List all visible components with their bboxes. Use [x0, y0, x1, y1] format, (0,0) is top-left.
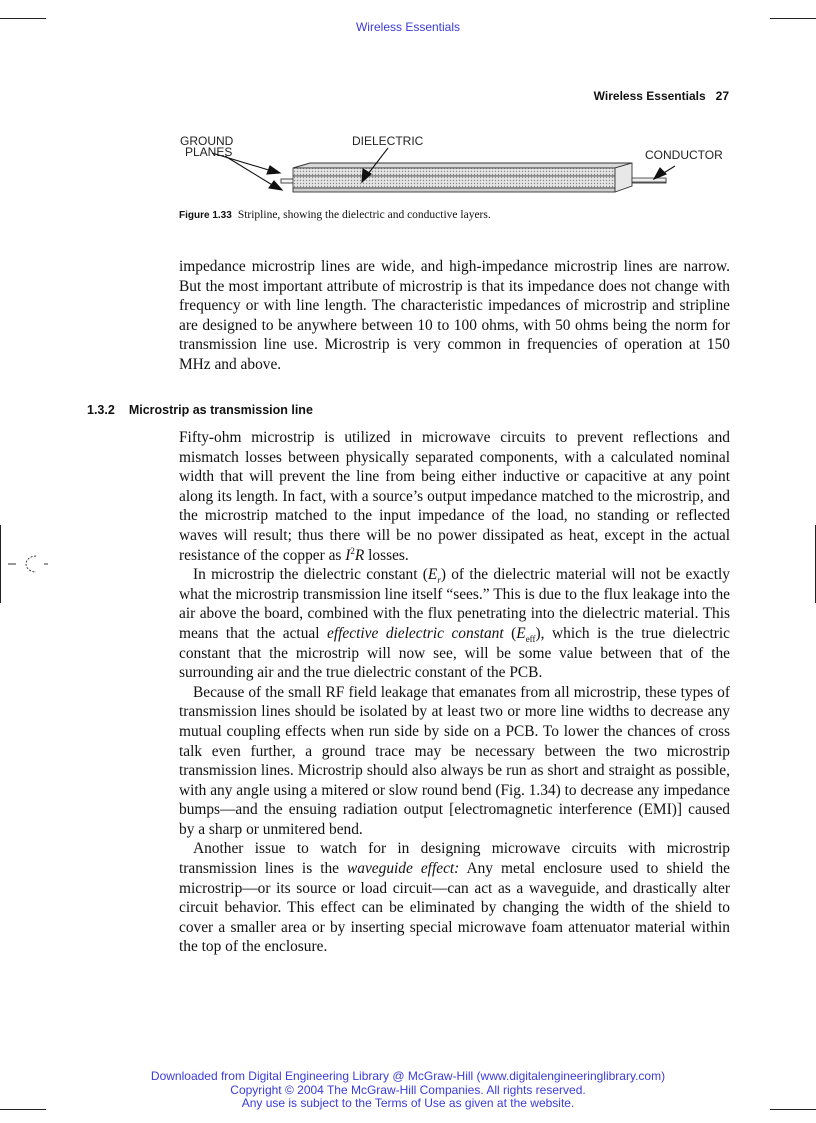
- running-head: [594, 89, 729, 103]
- stripline-figure: [170, 128, 745, 208]
- side-mark-left: [0, 525, 1, 603]
- p4-part-a: Another issue to watch for in designing microwave circuits with microstrip transmission lines is the: [179, 840, 730, 878]
- bottom-ground-plane: [293, 188, 615, 192]
- paragraph-dielectric-constant: [179, 565, 730, 683]
- running-title: Wireless Essentials: [593, 89, 706, 103]
- p2-part-d: ), which is the true dielectric constant that the microstrip will now see, will be some value between that of the surrounding air and the true dielectric constant of the PCB.: [179, 624, 730, 682]
- footer: [0, 1070, 816, 1111]
- footer-copyright: Copyright © 2004 The McGraw-Hill Companies. All rights reserved.: [230, 1082, 586, 1097]
- term-effective-dielectric-constant: effective dielectric constant: [327, 624, 504, 642]
- subscript-eff: eff: [525, 633, 536, 644]
- ground-planes-label-2: PLANES: [185, 145, 233, 159]
- crop-mark-top-right: [770, 18, 816, 19]
- symbol-i: I: [345, 546, 351, 564]
- symbol-e-r: E: [427, 566, 438, 584]
- p4-part-b: Any metal enclosure used to shield the microstrip—or its source or load circuit—can act as a waveguide, and drastically alter circuit behavior. This effect can be eliminated by changing the width of the shield to cover a smaller area or by inserting special microwave foam attenuator material within the top of the enclosure.: [179, 860, 730, 956]
- superscript-2: 2: [350, 545, 355, 556]
- header-top-link[interactable]: Wireless Essentials: [355, 20, 461, 34]
- figure-number: Figure 1.33: [179, 210, 232, 221]
- section-body: [179, 428, 730, 957]
- dielectric-label: DIELECTRIC: [352, 134, 424, 148]
- registration-mark-icon: [6, 552, 48, 576]
- section-heading: [87, 403, 313, 417]
- conductor-label: CONDUCTOR: [645, 148, 723, 162]
- paragraph-fifty-ohm-tail: losses.: [364, 546, 409, 564]
- paragraph-fifty-ohm-text: Fifty-ohm microstrip is utilized in microwave circuits to prevent reflections and mismatch losses between physically separated components, with a calculated nominal width that will prevent the line from being either inductive or capacitive at any point along its length. In fact, with a source’s output impedance matched to the microstrip, and the microstrip matched to the input impedance of the load, no standing or reflected waves will result; thus there will be no power dissipated as heat, except in the actual resistance of the copper as: [179, 429, 730, 564]
- ground-planes-label-1: GROUND: [180, 134, 234, 148]
- symbol-e-eff: E: [516, 624, 526, 642]
- stripline-diagram: [170, 128, 745, 208]
- subscript-r: r: [437, 575, 441, 586]
- top-ground-plane: [293, 163, 632, 168]
- figure-caption: [179, 209, 491, 221]
- p2-part-c: (: [503, 624, 517, 642]
- p2-part-b: ) of the dielectric material will not be exactly what the microstrip transmission line itself “sees.” This is due to the flux leakage into the air above the board, combined with the flux penetrating into the dielectric material. This means that the actual: [179, 566, 730, 642]
- section-title: Microstrip as transmission line: [128, 403, 313, 417]
- footer-download-link[interactable]: Downloaded from Digital Engineering Library @ McGraw-Hill (www.digitalengineeringlibrary.com): [150, 1069, 666, 1083]
- paragraph-waveguide-effect: [179, 839, 730, 957]
- conductor-end: [632, 178, 666, 182]
- figure-caption-text: Stripline, showing the dielectric and conductive layers.: [237, 209, 491, 221]
- symbol-r: R: [354, 546, 365, 564]
- term-waveguide-effect: waveguide effect:: [347, 860, 460, 878]
- paragraph-fifty-ohm: [179, 428, 730, 565]
- section-number: 1.3.2: [87, 403, 115, 417]
- p2-part-a: In microstrip the dielectric constant (: [193, 566, 428, 584]
- dielectric-layer-bottom: [293, 176, 615, 188]
- dielectric-layer-top: [293, 168, 615, 176]
- stripline-side-face: [615, 163, 632, 192]
- footer-terms[interactable]: Any use is subject to the Terms of Use as given at the website.: [241, 1096, 575, 1110]
- crop-mark-top-left: [0, 18, 46, 19]
- page-number: 27: [715, 89, 729, 103]
- intro-paragraph: impedance microstrip lines are wide, and high-impedance microstrip lines are narrow. But the most important attribute of microstrip is that its impedance does not change with frequency or with line length. The characteristic impedances of microstrip and stripline are designed to be anywhere between 10 to 100 ohms, with 50 ohms being the norm for transmission line use. Microstrip is very common in frequencies of operation at 150 MHz and above.: [179, 258, 730, 373]
- paragraph-rf-leakage: Because of the small RF field leakage that emanates from all microstrip, these types of transmission lines should be isolated by at least two or more line widths to decrease any mutual coupling effects when run side by side on a PCB. To lower the chances of cross talk even further, a ground trace may be necessary between the two microstrip transmission lines. Microstrip should also always be run as short and straight as possible, with any angle using a mitered or slow round bend (Fig. 1.34) to decrease any impedance bumps—and the ensuing radiation output [electromagnetic interference (EMI)] caused by a sharp or unmitered bend.: [179, 683, 730, 838]
